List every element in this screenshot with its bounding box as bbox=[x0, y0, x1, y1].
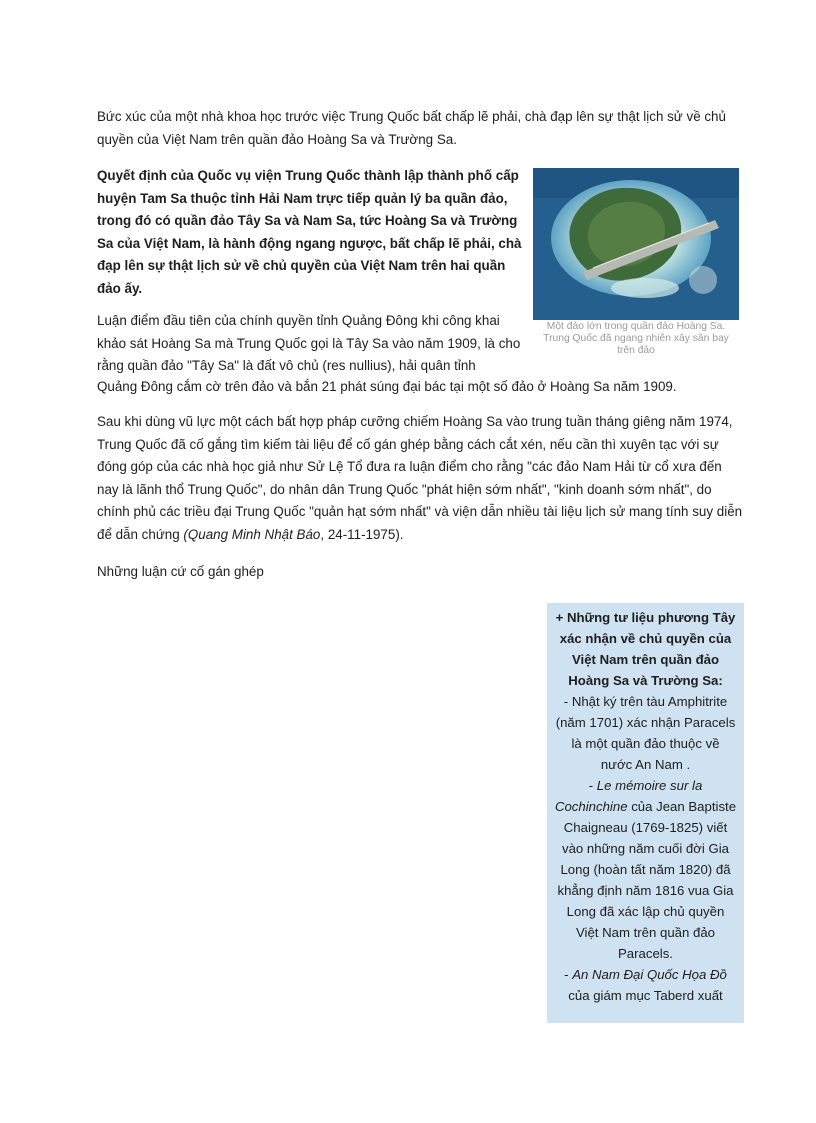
sidebar-item-chaigneau bbox=[554, 775, 737, 964]
sidebar-item-amphitrite: - Nhật ký trên tàu Amphitrite (năm 1701) xác nhận Paracels là một quần đảo thuộc về nước An Nam . bbox=[555, 694, 736, 772]
island-photo bbox=[533, 168, 739, 320]
sidebar-item-taberd bbox=[554, 964, 737, 1006]
source-title: (Quang Minh Nhật Báo bbox=[183, 526, 321, 542]
paragraph-two: Luận điểm đầu tiên của chính quyền tỉnh Quảng Đông khi công khai khảo sát Hoàng Sa mà Trung Quốc gọi là Tây Sa vào năm 1909, là cho rằng quần đảo "Tây Sa" là đất vô chủ (res nullius), hải quân tỉnh bbox=[97, 313, 521, 373]
lead-paragraph: Quyết định của Quốc vụ viện Trung Quốc thành lập thành phố cấp huyện Tam Sa thuộc tỉnh Hải Nam trực tiếp quản lý ba quần đảo, trong đó có quần đảo Tây Sa và Nam Sa, tức Hoàng Sa và Trường Sa của Việt Nam, là hành động ngang ngược, bất chấp lẽ phải, chà đạp lên sự thật lịch sử về chủ quyền của Việt Nam trên hai quần đảo ấy. bbox=[97, 168, 522, 296]
paragraph-two-continuation: Quảng Đông cắm cờ trên đảo và bắn 21 phát súng đại bác tại một số đảo ở Hoàng Sa năm 1909. bbox=[97, 379, 677, 394]
sidebar-item-title: Le mémoire sur la Cochinchine bbox=[554, 778, 703, 814]
intro-paragraph: Bức xúc của một nhà khoa học trước việc Trung Quốc bất chấp lẽ phải, chà đạp lên sự thật lịch sử về chủ quyền của Việt Nam trên quần đảo Hoàng Sa và Trường Sa. bbox=[97, 109, 726, 147]
sidebar-item-text: của Jean Baptiste Chaigneau (1769-1825) viết vào những năm cuối đời Gia Long (hoàn tất năm 1820) đã khẳng định năm 1816 vua Gia Long đã xác lập chủ quyền Việt Nam trên quần đảo Paracels. bbox=[557, 799, 737, 961]
paragraph-four: Những luận cứ cố gán ghép bbox=[97, 564, 264, 579]
island-figure bbox=[533, 168, 739, 357]
sidebar-item-dash: - bbox=[564, 967, 573, 982]
sidebar-box bbox=[547, 603, 744, 1023]
figure-caption: Một đảo lớn trong quần đảo Hoàng Sa. Trung Quốc đã ngang nhiên xây sân bay trên đảo bbox=[543, 321, 729, 356]
sidebar-item-text: của giám mục Taberd xuất bbox=[568, 988, 723, 1003]
sidebar-heading: + Những tư liệu phương Tây xác nhận về chủ quyền của Việt Nam trên quần đảo Hoàng Sa và Trường Sa: bbox=[555, 610, 736, 688]
source-date: , 24-11-1975). bbox=[320, 526, 404, 542]
paragraph-three bbox=[97, 411, 743, 546]
paragraph-three-text: Sau khi dùng vũ lực một cách bất hợp pháp cưỡng chiếm Hoàng Sa vào trung tuần tháng giêng năm 1974, Trung Quốc đã cố gắng tìm kiếm tài liệu để cố gán ghép bằng cách cắt xén, nếu cần thì xuyên tạc với sự đóng góp của các nhà học giả như Sử Lệ Tổ đưa ra luận điểm cho rằng "các đảo Nam Hải từ cổ xưa đến nay là lãnh thổ Trung Quốc", do nhân dân Trung Quốc "phát hiện sớm nhất", "kinh doanh sớm nhất", do chính phủ các triều đại Trung Quốc "quản hạt sớm nhất" và viện dẫn nhiều tài liệu lịch sử mang tính suy diễn để dẫn chứng bbox=[97, 414, 743, 542]
sidebar-item-title: An Nam Đại Quốc Họa Đồ bbox=[572, 967, 727, 982]
sidebar-item-dash: - bbox=[588, 778, 597, 793]
